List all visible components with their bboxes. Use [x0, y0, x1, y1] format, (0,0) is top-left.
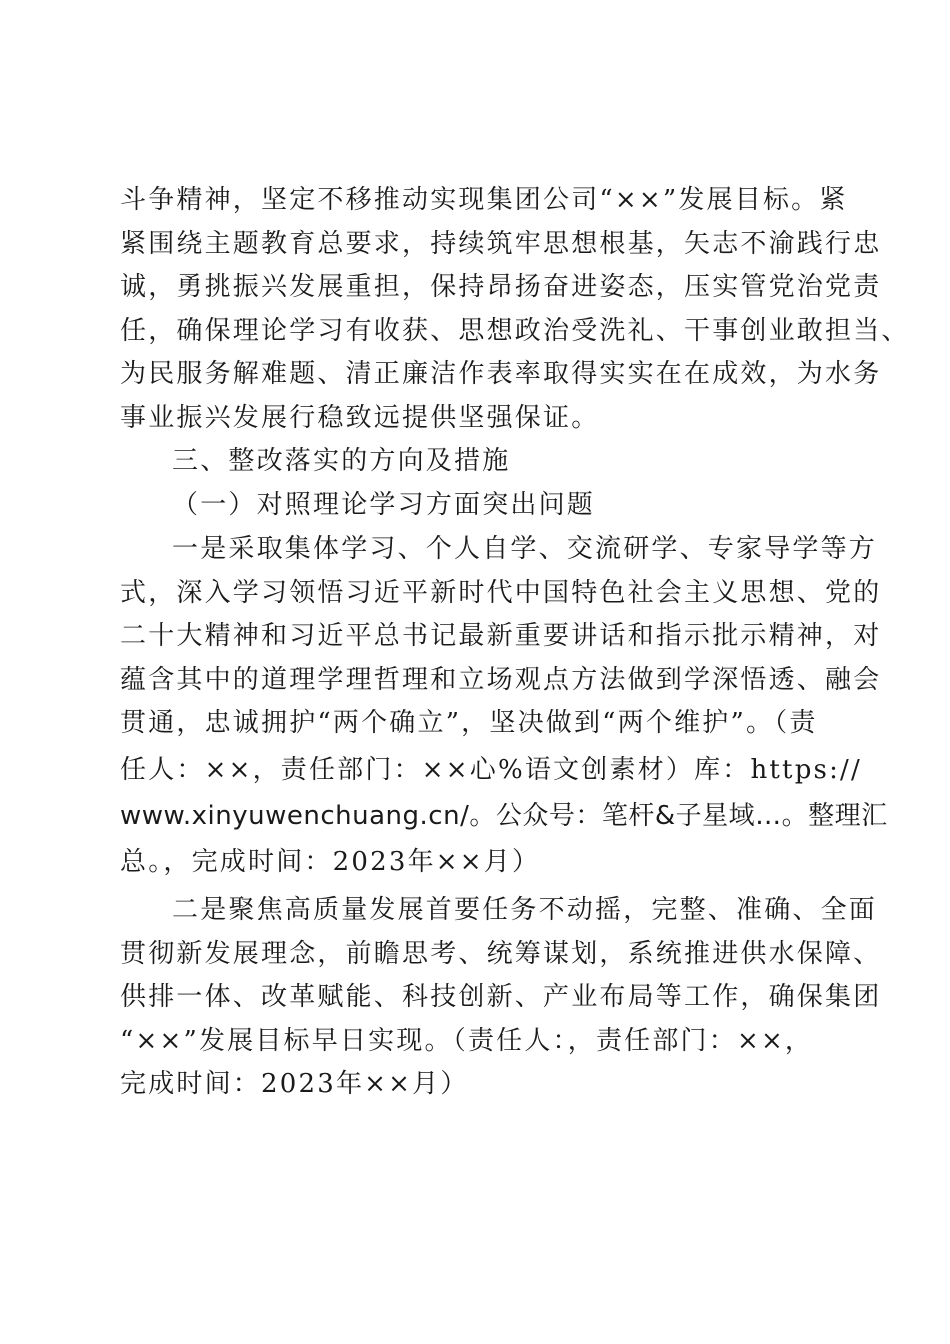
paragraph-line: 总。，完成时间：2023年××月）	[120, 847, 541, 877]
paragraph-line: 完成时间：2023年××月）	[120, 1069, 469, 1099]
paragraph-line: 贯通，忠诚拥护“两个确立”，坚决做到“两个维护”。（责	[120, 708, 818, 738]
paragraph-line: 蕴含其中的道理学理哲理和立场观点方法做到学深悟透、融会	[120, 665, 882, 695]
paragraph-line: 斗争精神，坚定不移推动实现集团公司“××”发展目标。紧	[120, 185, 848, 215]
paragraph-line: 事业振兴发展行稳致远提供坚强保证。	[120, 403, 600, 433]
paragraph-line: 一是采取集体学习、个人自学、交流研学、专家导学等方	[172, 534, 878, 564]
paragraph-line: 为民服务解难题、清正廉洁作表率取得实实在在成效，为水务	[120, 359, 882, 389]
paragraph-line: 任人：××，责任部门：××心%语文创素材）库：https://	[120, 755, 862, 785]
paragraph-line: 式，深入学习领悟习近平新时代中国特色社会主义思想、党的	[120, 578, 882, 608]
paragraph-line: 任，确保理论学习有收获、思想政治受洗礼、干事创业敢担当、	[120, 316, 910, 346]
paragraph-line: 二是聚焦高质量发展首要任务不动摇，完整、准确、全面	[172, 895, 878, 925]
paragraph-line: 供排一体、改革赋能、科技创新、产业布局等工作，确保集团	[120, 982, 882, 1012]
paragraph-line: 诚，勇挑振兴发展重担，保持昂扬奋进姿态，压实管党治党责	[120, 272, 882, 302]
subsection-heading: （一）对照理论学习方面突出问题	[172, 490, 596, 520]
section-heading: 三、整改落实的方向及措施	[172, 446, 511, 476]
paragraph-line: “××”发展目标早日实现。（责任人：，责任部门：××，	[120, 1026, 814, 1056]
paragraph-line: 紧围绕主题教育总要求，持续筑牢思想根基，矢志不渝践行忠	[120, 229, 882, 259]
paragraph-line: 二十大精神和习近平总书记最新重要讲话和指示批示精神，对	[120, 621, 882, 651]
paragraph-line: 贯彻新发展理念，前瞻思考、统筹谋划，系统推进供水保障、	[120, 939, 882, 969]
paragraph-line: www.xinyuwenchuang.cn/。公众号：笔杆&子星域…。整理汇	[120, 801, 888, 831]
